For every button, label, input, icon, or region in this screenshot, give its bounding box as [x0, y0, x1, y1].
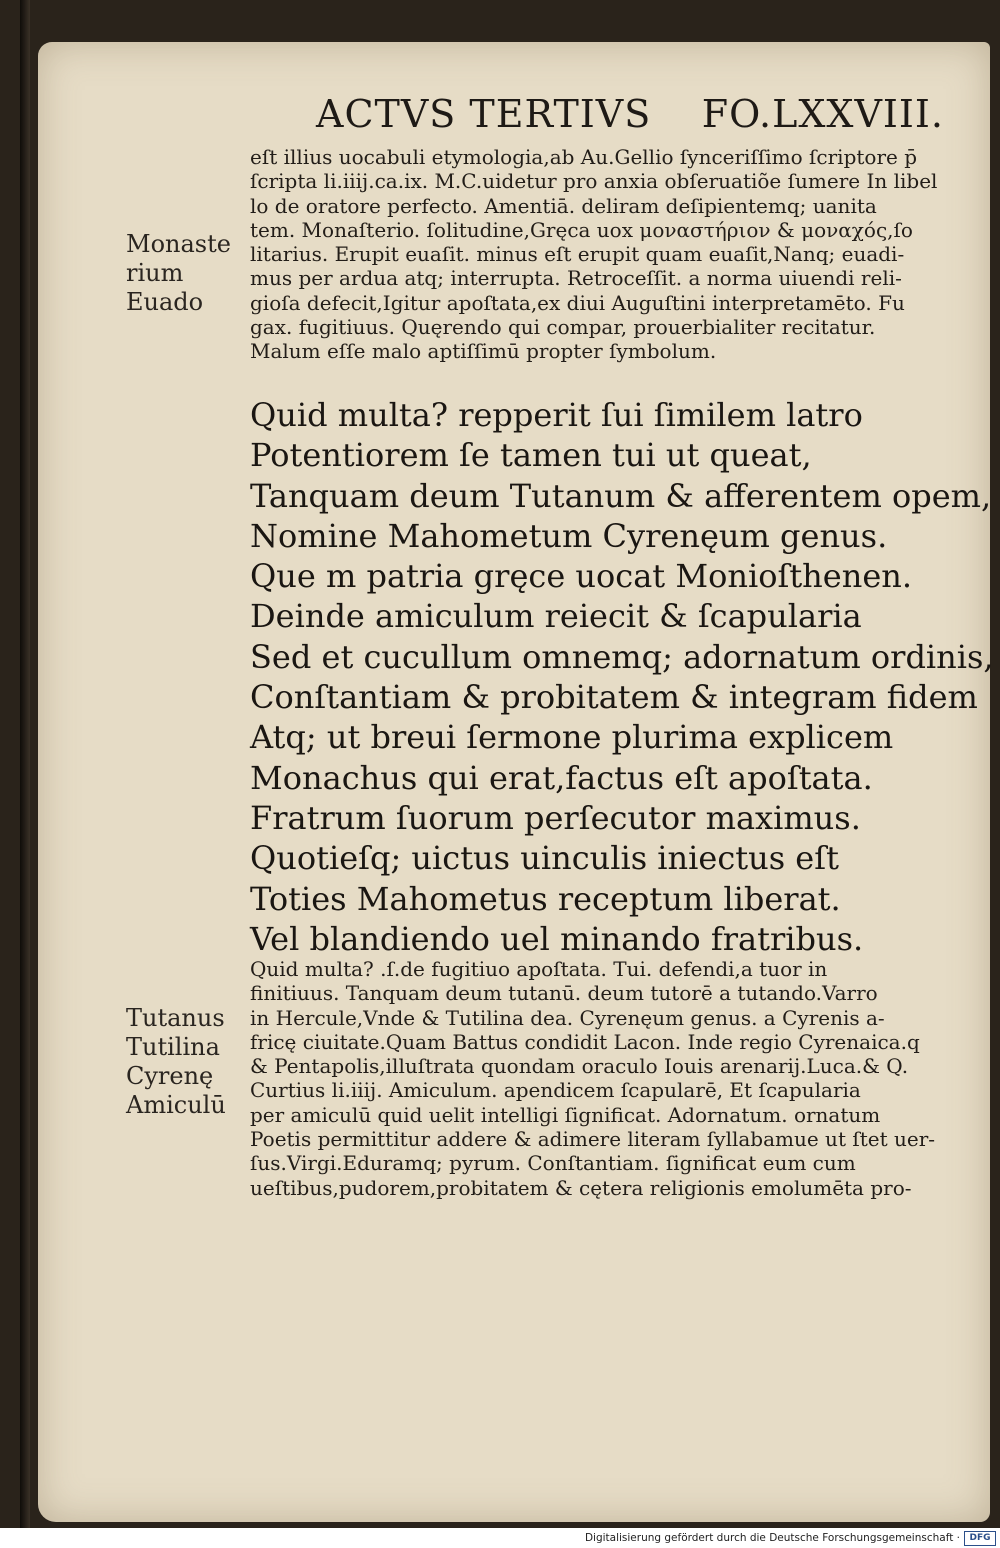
running-header	[316, 92, 956, 140]
header-title: ACTVS TERTIVS	[316, 92, 652, 136]
verse-line: Monachus qui erat,factus eſt apoſtata.	[250, 758, 873, 797]
verse-line: Quid multa? repperit ſui ſimilem latro	[250, 396, 863, 434]
commentary-line: lo de oratore perfecto. Amentiā. deliram deſipientemq; uanita	[250, 193, 877, 218]
margin-note: Tutanus	[126, 1004, 225, 1032]
verse-line: Fratrum ſuorum perſecutor maximus.	[250, 798, 861, 837]
commentary-line: & Pentapolis,illuſtrata quondam oraculo Iouis arenarij.Luca.& Q.	[250, 1054, 909, 1079]
margin-note: Amiculū	[126, 1091, 226, 1119]
margin-note: Cyrenę	[126, 1062, 214, 1090]
commentary-line: fricę ciuitate.Quam Battus condidit Lacon. Inde regio Cyrenaica.q	[250, 1029, 920, 1054]
verse-line: Conſtantiam & probitatem & integram fidem	[250, 678, 978, 717]
verse-line: Potentiorem ſe tamen tui ut queat,	[250, 436, 812, 475]
verse-line: Atq; ut breui ſermone plurima explicem	[250, 718, 894, 757]
verse-line: Que m patria gręce uocat Monioſthenen.	[250, 557, 913, 596]
commentary-line: per amiculū quid uelit intelligi ſignificat. Adornatum. ornatum	[250, 1102, 881, 1127]
commentary-line: Poetis permittitur addere & adimere literam ſyllabamue ut ſtet uer-	[250, 1127, 936, 1152]
margin-note: Tutilina	[126, 1033, 220, 1061]
margin-note: Euado	[126, 288, 204, 316]
verse-line: Nomine Mahometum Cyrenęum genus.	[250, 516, 888, 555]
margin-note: Monaste	[126, 230, 231, 258]
commentary-line: mus per ardua atq; interrupta. Retroceſſit. a norma uiuendi reli-	[250, 266, 902, 291]
commentary-line: ueſtibus,pudorem,probitatem & cętera religionis emolumēta pro-	[250, 1175, 912, 1200]
commentary-line: Quid multa? .ſ.de fugitiuo apoſtata. Tui. defendi,a tuor in	[250, 957, 828, 981]
commentary-line: Curtius li.iiij. Amiculum. apendicem ſcapularē, Et ſcapularia	[250, 1078, 861, 1103]
dfg-logo[interactable]: DFG	[964, 1531, 996, 1546]
margin-notes-bottom	[126, 1004, 226, 1120]
commentary-line: gioſa defecit,Igitur apoſtata,ex diui Auguſtini interpretamēto. Fu	[250, 290, 905, 315]
book-gutter	[20, 0, 30, 1548]
verse-block	[250, 395, 994, 959]
margin-notes-top	[126, 230, 231, 317]
commentary-line: ſcripta li.iiij.ca.ix. M.C.uidetur pro anxia obſeruatiõe ſumere In libel	[250, 169, 938, 194]
verse-line: Sed et cucullum omnemq; adornatum ordinis,	[250, 637, 994, 676]
verse-line: Toties Mahometus receptum liberat.	[250, 879, 841, 918]
margin-note: rium	[126, 259, 184, 287]
commentary-line: tem. Monaſterio. ſolitudine,Gręca uox μοναστήριον & μοναχός,ſo	[250, 217, 913, 242]
commentary-line: ſus.Virgi.Eduramq; pyrum. Conſtantiam. ſignificat eum cum	[250, 1151, 856, 1176]
commentary-bottom	[250, 957, 958, 1200]
verse-line: Vel blandiendo uel minando fratribus.	[250, 919, 864, 958]
verse-line: Deinde amiculum reiecit & ſcapularia	[250, 597, 862, 636]
folio-number: FO.LXXVIII.	[701, 92, 944, 136]
commentary-top	[250, 145, 958, 364]
commentary-line: gax. fugitiuus. Quęrendo qui compar, prouerbialiter recitatur.	[250, 315, 876, 340]
commentary-line: finitiuus. Tanquam deum tutanū. deum tutorē a tutando.Varro	[250, 981, 878, 1006]
verse-line: Tanquam deum Tutanum & afferentem opem,	[250, 476, 992, 515]
commentary-line: Malum eſſe malo aptiſſimū propter ſymbolum.	[250, 339, 717, 364]
commentary-line: litarius. Erupit euaſit. minus eſt erupit quam euaſit,Nanq; euadi-	[250, 242, 905, 267]
commentary-line: in Hercule,Vnde & Tutilina dea. Cyrenęum genus. a Cyrenis a-	[250, 1005, 885, 1030]
footer-bar	[0, 1528, 1000, 1548]
verse-line: Quotieſq; uictus uinculis iniectus eſt	[250, 839, 839, 878]
commentary-line: eſt illius uocabuli etymologia,ab Au.Gellio ſynceriſſimo ſcriptore p̄	[250, 145, 918, 169]
funding-credit: Digitalisierung gefördert durch die Deutsche Forschungsgemeinschaft ·	[584, 1532, 960, 1544]
